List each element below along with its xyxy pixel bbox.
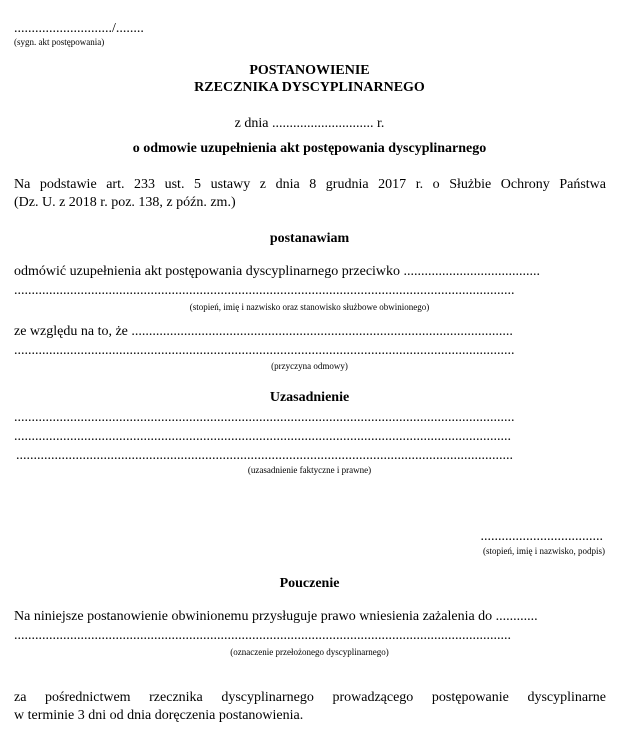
instruction-line2: .............................................................................................................................................. xyxy=(14,628,511,643)
decision-line1: odmówić uzupełnienia akt postępowania dyscyplinarnego przeciwko ....................................... xyxy=(14,264,541,279)
document-title: POSTANOWIENIE xyxy=(249,63,370,78)
instruction-heading: Pouczenie xyxy=(279,576,340,591)
justification-line2: .............................................................................................................................................. xyxy=(14,429,511,444)
case-number-line: ............................/........ xyxy=(14,21,144,36)
document-subject: o odmowie uzupełnienia akt postępowania dyscyplinarnego xyxy=(132,141,487,156)
instruction-line4: w terminie 3 dni od dnia doręczenia postanowienia. xyxy=(14,708,304,723)
instruction-line3: za pośrednictwem rzecznika dyscyplinarnego prowadzącego postępowanie dyscyplinarne xyxy=(14,690,606,705)
signature-caption: (stopień, imię i nazwisko, podpis) xyxy=(483,546,605,556)
justification-caption: (uzasadnienie faktyczne i prawne) xyxy=(247,465,372,475)
decision-line3: ze względu na to, że ............................................................................................................. xyxy=(14,324,513,339)
decision-line4: ............................................................................................................................................... xyxy=(14,343,515,358)
decision-heading: postanawiam xyxy=(269,231,350,246)
instruction-caption: (oznaczenie przełożonego dyscyplinarnego) xyxy=(230,647,389,657)
date-line: z dnia ............................. r. xyxy=(234,116,385,131)
signature-line: ................................... xyxy=(480,529,603,544)
justification-heading: Uzasadnienie xyxy=(269,390,350,405)
instruction-line1: Na niniejsze postanowienie obwinionemu przysługuje prawo wniesienia zażalenia do ............ xyxy=(14,609,538,624)
legal-basis-line2: (Dz. U. z 2018 r. poz. 138, z późn. zm.) xyxy=(14,195,236,210)
document-title-issuer: RZECZNIKA DYSCYPLINARNEGO xyxy=(194,80,425,95)
legal-basis-line1: Na podstawie art. 233 ust. 5 ustawy z dnia 8 grudnia 2017 r. o Służbie Ochrony Państwa xyxy=(14,177,606,192)
decision-caption-accused: (stopień, imię i nazwisko oraz stanowisko służbowe obwinionego) xyxy=(189,302,430,312)
decision-caption-reason: (przyczyna odmowy) xyxy=(271,361,348,371)
case-number-caption: (sygn. akt postępowania) xyxy=(14,37,105,47)
decision-line2: ............................................................................................................................................... xyxy=(14,283,515,298)
justification-line3: .............................................................................................................................................. xyxy=(16,448,513,463)
justification-line1: ............................................................................................................................................... xyxy=(14,410,515,425)
